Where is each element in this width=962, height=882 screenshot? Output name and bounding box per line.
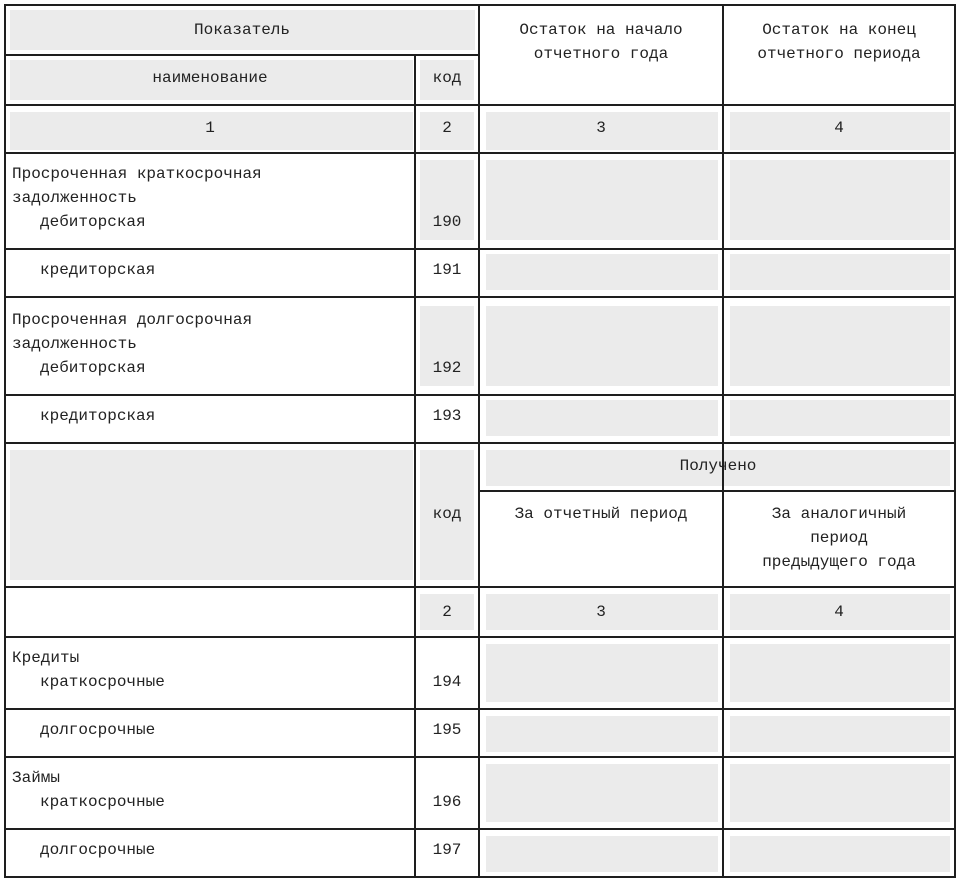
row-overdue-short-title: Просроченная краткосрочная xyxy=(12,165,262,183)
cell-shade xyxy=(730,836,950,872)
column-number-1: 1 xyxy=(205,119,215,137)
row-long-payable-label: кредиторская xyxy=(40,407,156,425)
cell-shade xyxy=(730,716,950,752)
row-overdue-long-title2: задолженность xyxy=(12,335,137,353)
cell-shade xyxy=(486,716,718,752)
grid-line-bottom xyxy=(4,876,956,878)
cell-shade xyxy=(730,254,950,290)
grid-line-h xyxy=(4,442,956,444)
header-prev-line2: период xyxy=(810,529,868,547)
cell-shade xyxy=(486,400,718,436)
row-credits-long-label: долгосрочные xyxy=(40,721,156,739)
grid-line-h xyxy=(4,394,956,396)
cell-shade xyxy=(486,160,718,240)
header-prev-line3: предыдущего года xyxy=(762,553,916,571)
header-start-line1: Остаток на начало xyxy=(519,21,683,39)
row-short-payable-label: кредиторская xyxy=(40,261,156,279)
cell-shade xyxy=(730,160,950,240)
grid-line-h xyxy=(4,152,956,154)
column2-number-2: 2 xyxy=(442,603,452,621)
header-name: наименование xyxy=(152,69,268,87)
grid-line-right xyxy=(954,4,956,878)
row-credits-short-code: 194 xyxy=(432,673,462,691)
grid-line-code xyxy=(414,54,416,878)
balance-appendix-table xyxy=(4,4,956,878)
grid-line-h xyxy=(4,54,480,56)
header-received: Получено xyxy=(679,457,757,475)
header-indicator: Показатель xyxy=(193,21,290,39)
row-credits-long-code: 195 xyxy=(432,721,462,739)
row-credits-short-label: краткосрочные xyxy=(40,673,165,691)
row-borrowings-short-label: краткосрочные xyxy=(40,793,165,811)
row-overdue-long-title: Просроченная долгосрочная xyxy=(12,311,253,329)
header2-code: код xyxy=(432,505,462,523)
row-long-receivable-label: дебиторская xyxy=(40,359,146,377)
grid-line-h xyxy=(4,636,956,638)
grid-line-top xyxy=(4,4,956,6)
column2-number-3: 3 xyxy=(596,603,606,621)
grid-line-h xyxy=(4,756,956,758)
grid-line-h xyxy=(4,104,956,106)
cell-shade xyxy=(486,836,718,872)
column-number-3: 3 xyxy=(596,119,606,137)
grid-line-h xyxy=(4,248,956,250)
cell-shade xyxy=(486,764,718,822)
grid-line-h xyxy=(478,490,956,492)
cell-shade xyxy=(486,254,718,290)
grid-line-h xyxy=(4,586,956,588)
column2-number-4: 4 xyxy=(834,603,844,621)
header-prev-line1: За аналогичный xyxy=(771,505,907,523)
row-credits-title: Кредиты xyxy=(12,649,80,667)
header-reporting-period: За отчетный период xyxy=(514,505,688,523)
row-overdue-short-title2: задолженность xyxy=(12,189,137,207)
grid-line-h xyxy=(4,708,956,710)
cell-shade xyxy=(10,450,413,580)
row-borrowings-long-label: долгосрочные xyxy=(40,841,156,859)
row-short-payable-code: 191 xyxy=(432,261,462,279)
cell-shade xyxy=(486,306,718,386)
header-code: код xyxy=(432,69,462,87)
header-end-line2: отчетного периода xyxy=(757,45,921,63)
grid-line-h xyxy=(4,828,956,830)
row-borrowings-title: Займы xyxy=(12,769,61,787)
header-start-line2: отчетного года xyxy=(533,45,669,63)
row-borrowings-short-code: 196 xyxy=(432,793,462,811)
row-short-receivable-code: 190 xyxy=(432,213,462,231)
column-number-2: 2 xyxy=(442,119,452,137)
cell-shade xyxy=(486,644,718,702)
cell-shade xyxy=(730,306,950,386)
cell-shade xyxy=(730,764,950,822)
cell-shade xyxy=(730,400,950,436)
cell-shade xyxy=(730,644,950,702)
row-long-payable-code: 193 xyxy=(432,407,462,425)
column-number-4: 4 xyxy=(834,119,844,137)
row-long-receivable-code: 192 xyxy=(432,359,462,377)
header-end-line1: Остаток на конец xyxy=(762,21,916,39)
row-borrowings-long-code: 197 xyxy=(432,841,462,859)
row-short-receivable-label: дебиторская xyxy=(40,213,146,231)
grid-line-h xyxy=(4,296,956,298)
